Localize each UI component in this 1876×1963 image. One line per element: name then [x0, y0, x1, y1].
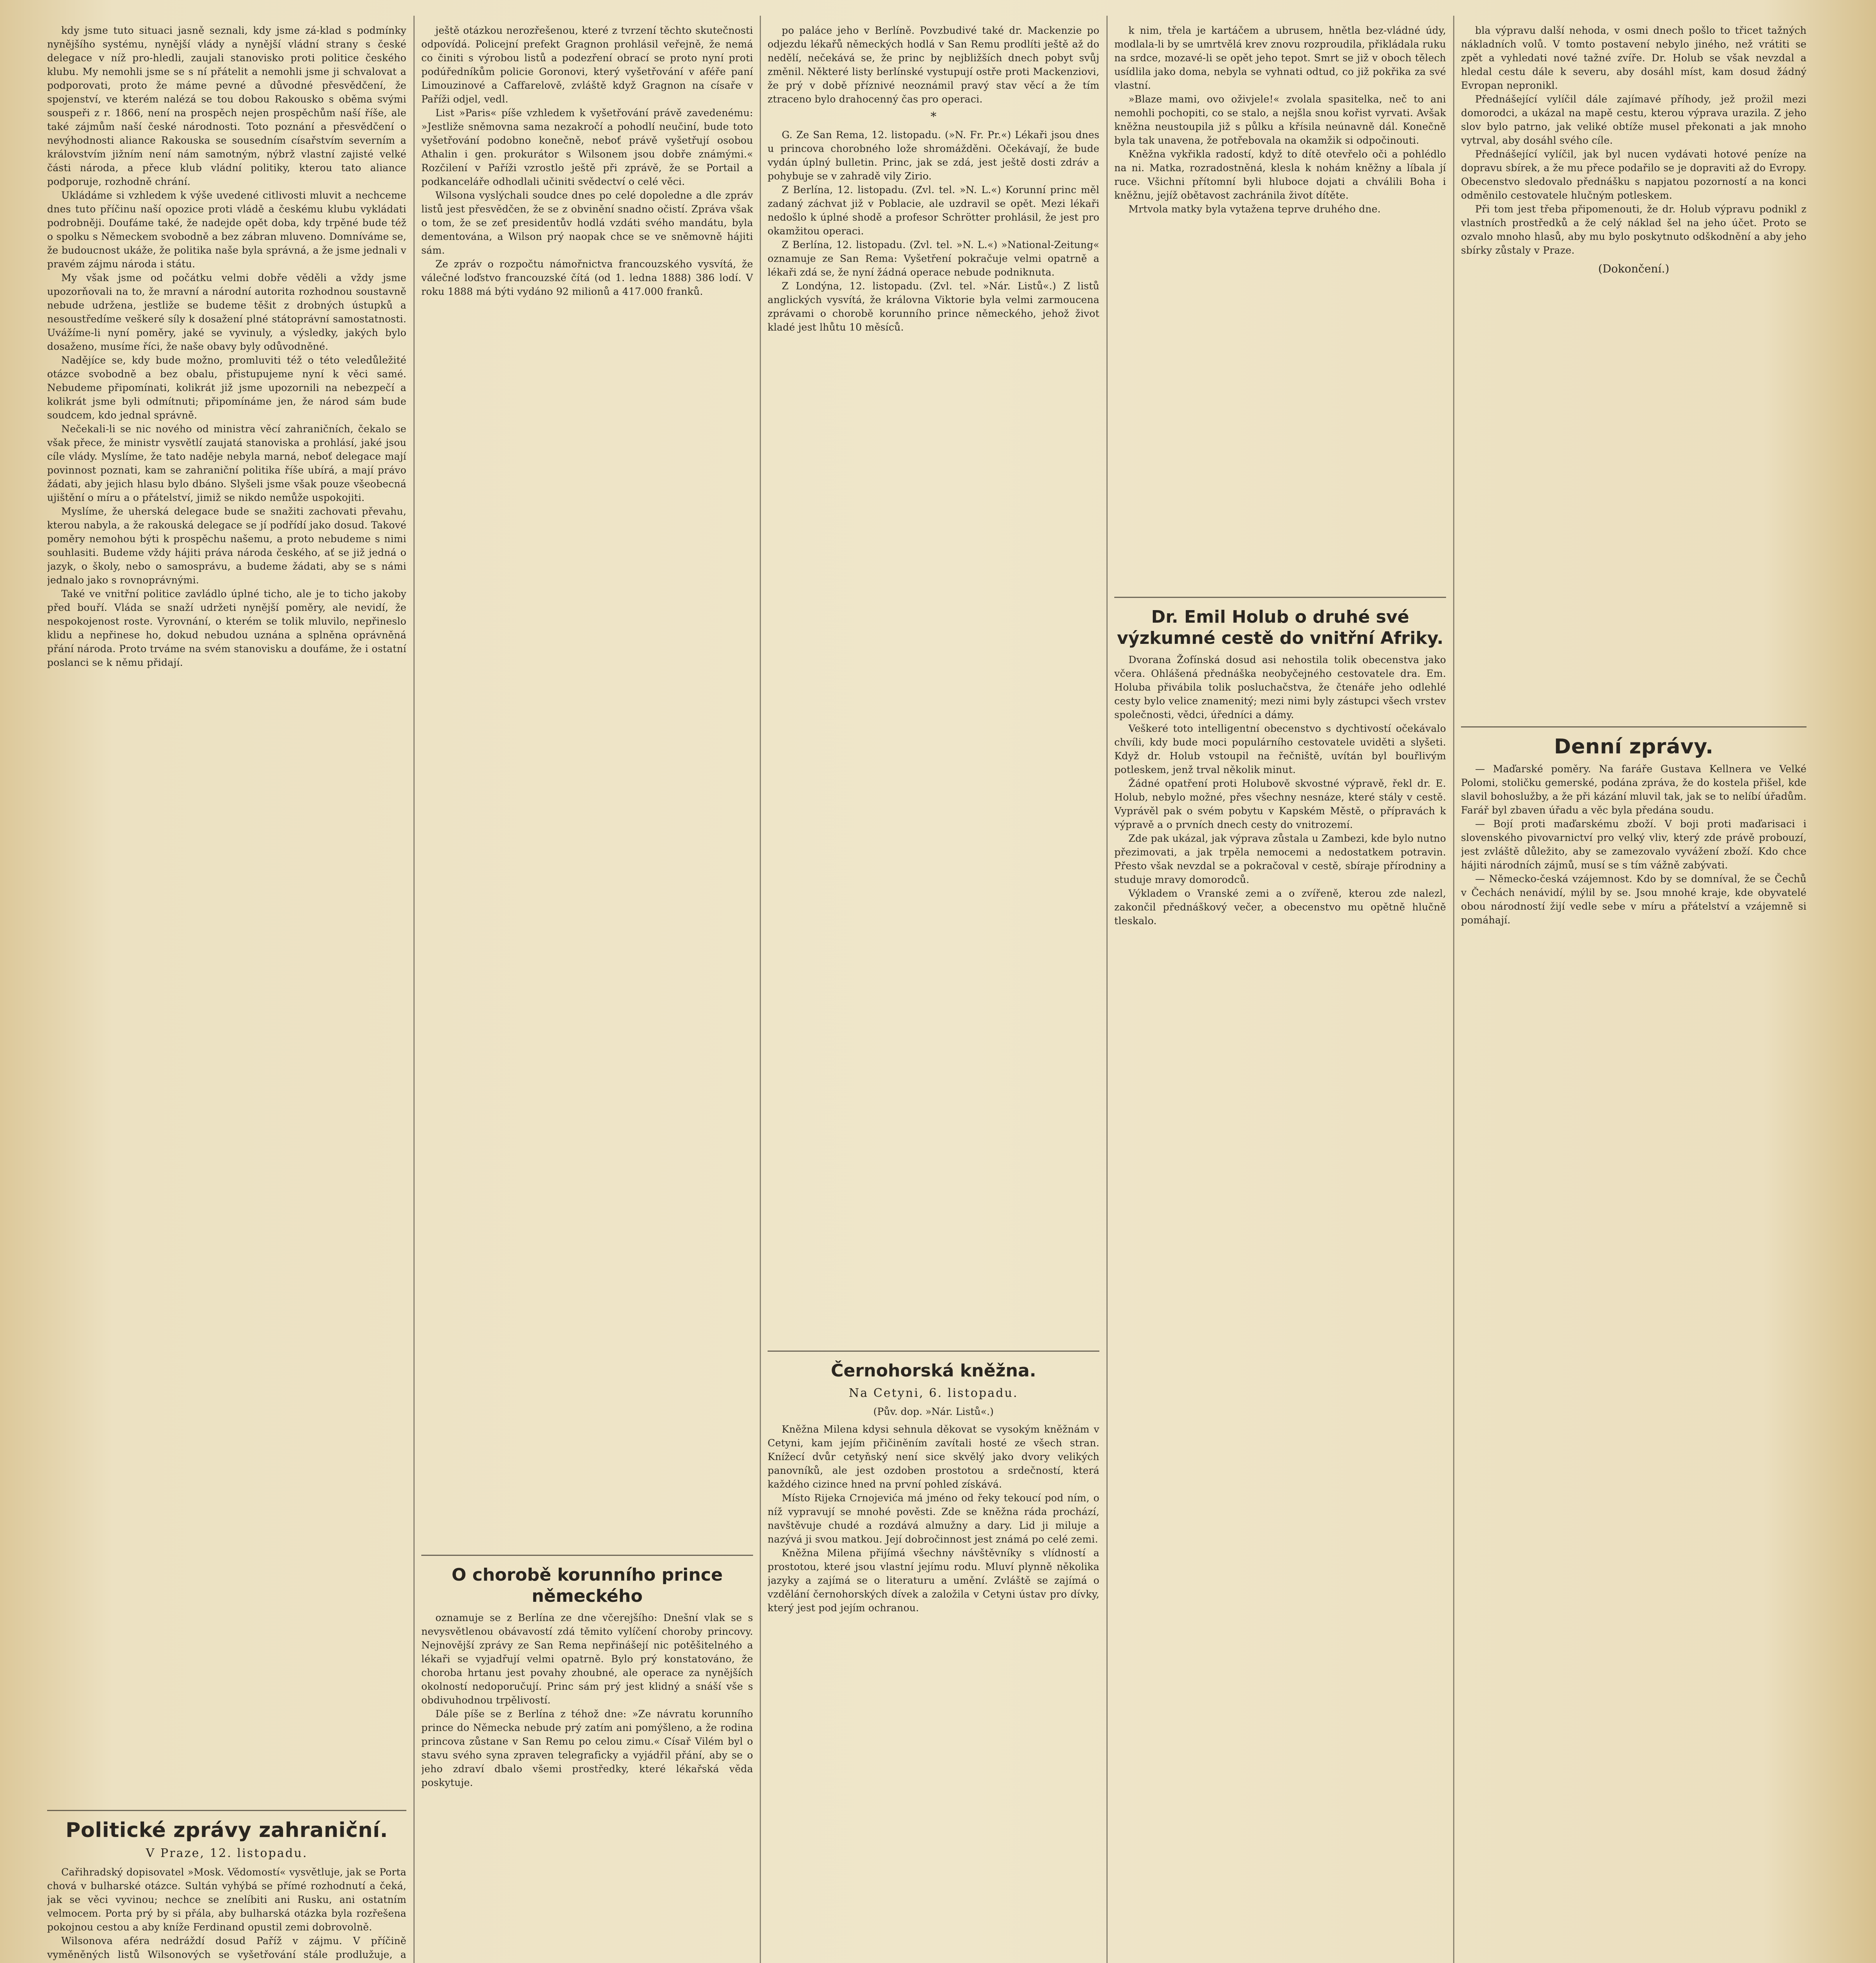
article-paragraph: Ze zpráv o rozpočtu námořnictva francouzského vysvítá, že válečné loďstvo francouzské čítá (od 1. ledna 1888) 386 lodí. V roku 1888 má býti vydáno 92 milionů a 417.000 franků. — [421, 258, 753, 297]
article-paragraph: Přednášející vylíčil, jak byl nucen vydávati hotové peníze na dopravu sbírek, a že mu přece podařilo se je dopraviti až do Evropy. Obecenstvo sledovalo přednášku s napjatou pozorností a na konci odměnilo cestovatele hlučným potleskem. — [1461, 148, 1807, 201]
column-rule — [413, 16, 415, 1963]
article-paragraph: Kněžna Milena přijímá všechny návštěvníky s vlídností a prostotou, které jsou vlastní jejímu rodu. Mluví plynně několika jazyky a zajímá se o literaturu a umění. Zvláště se zajímá o vzdělání černohorských dívek a založila v Cetyni ústav pro dívky, který jest pod jejím ochranou. — [768, 1547, 1099, 1614]
section-rule — [1114, 597, 1446, 598]
col1-bottom — [47, 1810, 406, 1963]
article-paragraph: List »Paris« píše vzhledem k vyšetřování právě zavedenému: »Jestliže sněmovna sama nezakročí a pohodlí neučiní, bude toto vyšetřování podobno konečně, neboť právě vyšetřují osobou Athalin i gen. prokurátor s Wilsonem jsou dobře známými.« Rozčilení v Paříži vzrostlo ještě při zprávě, že se Portail a podkanceláře odhodlali učiniti svědectví o celé věci. — [421, 107, 753, 187]
article-paragraph: kdy jsme tuto situaci jasně seznali, kdy jsme zá-klad s podmínky nynějšího systému, nynější vlády a nynější vládní strany s české delegace v níž pro-hledli, zaujali stanovisko proti politice českého klubu. My nemohli jsme se s ní přátelit a nemohli jsme ji schvalovat a podporovati, proto že máme pevné a důvodné přesvědčení, že spojenství, ve kterém nalézá se tou dobou Rakousko s oběma svými souspeři z r. 1866, není na prospěch nejen prospěchům naší říše, ale také zájmům naší české národnosti. Toto poznání a přesvědčení o nevýhodnosti aliance Rakouska se sousedním císařstvím severním a královstvím jižním není nám samotným, nýbrž vlastní zajisté velké části národa, a přece klub vládní politiky, kterou tato aliance podporuje, rozhodně chrání. — [47, 25, 406, 187]
article-paragraph: Wilsonova aféra nedráždí dosud Paříž v zájmu. V příčině vyměněných listů Wilsonových se vyšetřování stále prodlužuje, a — [47, 1935, 406, 1960]
section-heading-crown-prince: O chorobě korunního prince německého — [452, 1565, 723, 1606]
column-1 — [47, 24, 406, 1963]
article-paragraph: oznamuje se z Berlína ze dne včerejšího: Dnešní vlak se s nevysvětlenou obávavostí zdá těmito vylíčení choroby princovy. Nejnovější zprávy ze San Rema nepřinášejí nic potěšitelného a lékaři se vyjadřují velmi opatrně. Bylo prý konstatováno, že choroba hrtanu jest povahy zhoubné, ale operace za nynějších okolností nedoporučují. Princ sám prý jest klidný a snáší vše s obdivuhodnou trpělivostí. — [421, 1612, 753, 1706]
article-paragraph: Veškeré toto intelligentní obecenstvo s dychtivostí očekávalo chvíli, kdy bude moci populárního cestovatele uviděti a slyšeti. Když dr. Holub vstoupil na řečniště, uvítán byl bouřlivým potleskem, jenž trval několik minut. — [1114, 723, 1446, 775]
article-paragraph: ještě otázkou nerozřešenou, které z tvrzení těchto skutečnosti odpovídá. Policejní prefekt Gragnon prohlásil veřejně, že nemá co činiti s výrobou listů a podezření obrací se proto nyní proti podúředníkům policie Goronovi, který vyšetřování v aféře paní Limouzinové a Caffarelově, zvláště když Gragnon na císaře v Paříži odjel, vedl. — [421, 25, 753, 105]
dateline: V Praze, 12. listopadu. — [146, 1846, 308, 1860]
article-paragraph: Nečekali-li se nic nového od ministra věcí zahraničních, čekalo se však přece, že ministr vysvětlí zaujatá stanoviska a prohlásí, jaké jsou cíle vlády. Myslíme, že tato naděje nebyla marná, neboť delegace mají povinnost poznati, kam se zahraniční politika říše ubírá, a mají právo žádati, aby jejich hlasu bylo dbáno. Slyšeli jsme však pouze všeobecná ujištění o míru a o přátelství, jimiž se nikdo nemůže uspokojiti. — [47, 423, 406, 503]
col4-top — [1114, 24, 1446, 216]
article-paragraph: G. Ze San Rema, 12. listopadu. (»N. Fr. Pr.«) Lékaři jsou dnes u princova chorobného lože shromážděni. Očekávají, že bude vydán úplný bulletin. Princ, jak se zdá, jest ještě dosti zdráv a pohybuje se v zahradě vily Zirio. — [768, 129, 1099, 182]
article-paragraph: Z Londýna, 12. listopadu. (Zvl. tel. »Nár. Listů«.) Z listů anglických vysvítá, že královna Viktorie byla velmi zarmoucena zprávami o chorobě korunního prince německého, jehož život kladé jest lhůtu 10 měsíců. — [768, 280, 1099, 333]
article-paragraph: Kněžna Milena kdysi sehnula děkovat se vysokým kněžnám v Cetyni, kam jejím přičiněním zavítali hosté ze všech stran. Knížecí dvůr cetyňský není sice skvělý jako dvory velikých panovníků, ale jest ozdoben prostotou a srdečností, která každého cizince hned na první pohled získává. — [768, 1424, 1099, 1490]
col2-top — [421, 24, 753, 298]
article-paragraph: Myslíme, že uherská delegace bude se snažiti zachovati převahu, kterou nabyla, a že rakouská delegace se jí podřídí jako dosud. Takové poměry nemohou býti k prospěchu našemu, a proto nebudeme s nimi souhlasiti. Budeme vždy hájiti práva národa českého, ať se již jedná o jazyk, o školy, nebo o samosprávu, a budeme žádati, aby se s námi jednalo jako s rovnoprávnými. — [47, 506, 406, 586]
column-5 — [1461, 24, 1807, 1963]
article-paragraph: — Bojí proti maďarskému zboží. V boji proti maďarisaci i slovenského pivovarnictví pro velký vliv, který zde právě probouzí, jest zvláště důležito, aby se zamezovalo vyvážení zboží. Kdo chce hájiti národních zájmů, musí se s tím vážně zabývati. — [1461, 818, 1807, 871]
article-paragraph: Z Berlína, 12. listopadu. (Zvl. tel. »N. L.«) Korunní princ měl zadaný záchvat již v Poblacie, ale uzdravil se opět. Mezi lékaři nedošlo k úplné shodě a profesor Schrötter prohlásil, že jest pro okamžitou operaci. — [768, 184, 1099, 237]
article-paragraph: Z Berlína, 12. listopadu. (Zvl. tel. »N. L.«) »National-Zeitung« oznamuje ze San Rema: Vyšetření pokračuje velmi opatrně a lékaři zdá se, že nyní žádná operace nebude podniknuta. — [768, 239, 1099, 278]
article-paragraph: Nadějíce se, kdy bude možno, promluviti též o této veledůležité otázce svobodně a bez obalu, přistupujeme nyní k věci samé. Nebudeme připomínati, kolikrát již jsme upozornili na nebezpečí a kolikrát jsme byli odmítnuti; připomínáme jen, že národ sám bude soudcem, kdo jednal správně. — [47, 355, 406, 421]
dateline: Na Cetyni, 6. listopadu. — [848, 1386, 1018, 1400]
column-3 — [768, 24, 1099, 1963]
article-paragraph: Výkladem o Vranské zemi a o zvířeně, kterou zde nalezl, zakončil přednáškový večer, a obecenstvo mu opětně hlučně tleskalo. — [1114, 888, 1446, 927]
section-rule — [1461, 726, 1807, 727]
section-rule — [421, 1555, 753, 1556]
col3-bottom — [768, 1351, 1099, 1615]
article-paragraph: — Německo-česká vzájemnost. Kdo by se domníval, že se Čechů v Čechách nenávidí, mýlil by se. Jsou mnohé kraje, kde obyvatelé obou národností žijí vedle sebe v míru a přátelství a vzájemně si pomáhají. — [1461, 873, 1807, 926]
article-paragraph: Přednášející vylíčil dále zajímavé příhody, jež prožil mezi domorodci, a ukázal na mapě cestu, kterou výprava urazila. Z jeho slov bylo patrno, jak veliké obtíže musel překonati a jak mnoho vytrval, aby dosáhl svého cíle. — [1461, 93, 1807, 146]
section-heading-foreign-news: Politické zprávy zahraniční. — [65, 1819, 388, 1842]
source-note: (Pův. dop. »Nár. Listů«.) — [873, 1406, 994, 1417]
article-paragraph: My však jsme od počátku velmi dobře věděli a vždy jsme upozorňovali na to, že mravní a národní autorita rozhodnou soustavně nebude udržena, jestliže se budeme těšit z drobných ústupků a nesoustředíme veškeré síly k dosažení plné státoprávní samostatnosti. Uvážíme-li nyní poměry, jaké se vyvinuly, a výsledky, jakých bylo dosaženo, musíme říci, že naše obavy byly odůvodněné. — [47, 272, 406, 352]
article-paragraph: Kněžna vykřikla radostí, když to dítě otevřelo oči a pohlédlo na ni. Matka, rozradostněná, klesla k nohám kněžny a líbala jí ruce. Všichni přítomní byli hluboce dojati a chválili Boha i kněžnu, jejíž obětavost zachránila život dítěte. — [1114, 148, 1446, 201]
col4-bottom — [1114, 597, 1446, 928]
article-paragraph: bla výpravu další nehoda, v osmi dnech pošlo to třicet tažných nákladních volů. V tomto postavení nebylo jiného, než vrátiti se zpět a vyhledati nové tažné zvíře. Dr. Holub se však nevzdal a hledal cestu dále k severu, aby dosáhl míst, kam dosud žádný Evropan nepronikl. — [1461, 25, 1807, 91]
article-paragraph: Místo Rijeka Crnojevića má jméno od řeky tekoucí pod ním, o níž vypravují se mnohé pověsti. Zde se kněžna ráda prochází, navštěvuje chudé a rozdává almužny a dary. Lid ji miluje a nazývá ji svou matkou. Její dobročinnost jest známá po celé zemi. — [768, 1492, 1099, 1545]
column-2 — [421, 24, 753, 1963]
separator-asterisk: * — [931, 110, 936, 124]
article-paragraph: Zde pak ukázal, jak výprava zůstala u Zambezi, kde bylo nutno přezimovati, a jak trpěla nemocemi a nedostatkem potravin. Přesto však nevzdal se a pokračoval v cestě, sbíraje přírodniny a studuje mravy domorodců. — [1114, 833, 1446, 885]
section-heading-montenegro: Černohorská kněžna. — [831, 1361, 1036, 1381]
col1-top — [47, 24, 406, 669]
article-paragraph: »Blaze mami, ovo oživjele!« zvolala spasitelka, neč to ani nemohli pochopiti, co se stalo, a nejšla snou kořist vyrvati. Avšak kněžna neustoupila již s půlku a křísila neúnavně dál. Konečně byla tak unavena, že potřebovala na okamžik si odpočinouti. — [1114, 93, 1446, 146]
article-paragraph: Dále píše se z Berlína z téhož dne: »Ze návratu korunního prince do Německa nebude prý zatím ani pomýšleno, a že rodina princova zůstane v San Remu po celou zimu.« Císař Vilém byl o stavu svého syna zpraven telegraficky a vyjádřil přání, aby se o jeho zdraví dbalo všemi prostředky, které lékařská věda poskytuje. — [421, 1708, 753, 1788]
article-paragraph: Wilsona vyslýchali soudce dnes po celé dopoledne a dle zpráv listů jest přesvědčen, že se z obvinění snadno očistí. Zpráva však o tom, že se zeť presidentův hodlá vzdáti svého mandátu, byla dementována, a Wilson prý naopak chce se ve sněmovně hájiti sám. — [421, 190, 753, 256]
section-heading-daily-news: Denní zprávy. — [1554, 735, 1713, 759]
column-4 — [1114, 24, 1446, 1963]
column-rule — [760, 16, 761, 1963]
article-paragraph: Žádné opatření proti Holubově skvostné výpravě, řekl dr. E. Holub, nebylo možné, přes všechny nesnáze, které stály v cestě. Vyprávěl pak o svém pobytu v Kapském Městě, o přípravách k výpravě a o prvních dnech cesty do vnitrozemí. — [1114, 778, 1446, 830]
column-rule — [1453, 16, 1454, 1963]
article-paragraph: — Maďarské poměry. Na faráře Gustava Kellnera ve Velké Polomi, stoličku gemerské, podána zpráva, že do kostela přišel, kde slavil bohoslužby, a že při kázání mluvil tak, jak se to nelíbí úřadům. Farář byl zbaven úřadu a věc byla předána soudu. — [1461, 763, 1807, 816]
article-paragraph: Mrtvola matky byla vytažena teprve druhého dne. — [1128, 203, 1381, 215]
continuation-note: (Dokončení.) — [1598, 262, 1669, 275]
section-rule — [768, 1351, 1099, 1352]
article-paragraph: Také ve vnitřní politice zavládlo úplné ticho, ale je to ticho jakoby před bouří. Vláda se snaží udržeti nynější poměry, ale nevidí, že nespokojenost roste. Vyrovnání, o kterém se tolik mluvilo, nepřineslo klidu a nepřinese ho, dokud nebudou uznána a splněna oprávněná přání národa. Proto trváme na svém stanovisku a doufáme, že i ostatní poslanci se k němu přidají. — [47, 588, 406, 668]
col5-top — [1461, 24, 1807, 277]
article-paragraph: Při tom jest třeba připomenouti, že dr. Holub výpravu podnikl z vlastních prostředků a že celý náklad šel na jeho účet. Proto se ozvalo mnoho hlasů, aby mu bylo poskytnuto odškodnění a aby jeho sbírky zůstaly v Praze. — [1461, 203, 1807, 256]
article-paragraph: po paláce jeho v Berlíně. Povzbudivé také dr. Mackenzie po odjezdu lékařů německých hodlá v San Remu prodlíti ještě až do nedělí, nečekává se, že princ by nejbližších dnech pobyt svůj změnil. Některé listy berlínské vystupují ostře proti Mackenziovi, že prý v době příznivé neoznámil pravý stav věcí a že tím ztraceno bylo drahocenný čas pro operaci. — [768, 25, 1099, 105]
article-paragraph: Dvorana Žofínská dosud asi nehostila tolik obecenstva jako včera. Ohlášená přednáška neobyčejného cestovatele dra. Em. Holuba přivábila tolik posluchačstva, že čtenáře jeho odlehlé cesty bylo velice znamenitý; mezi nimi byly zástupci všech vrstev společnosti, vědci, úředníci a dámy. — [1114, 654, 1446, 720]
col3-top — [768, 24, 1099, 334]
section-heading-holub: Dr. Emil Holub o druhé své výzkumné cestě do vnitřní Afriky. — [1117, 607, 1444, 648]
article-paragraph: Ukládáme si vzhledem k výše uvedené citlivosti mluvit a nechceme dnes tuto příčinu naší opozice proti vládě a českému klubu vykládati podrobněji. Doufáme také, že nadejde opět doba, kdy trpěné bude též o spolku s Německem svobodně a bez zábran mluveno. Domníváme se, že budoucnost ukáže, že politika naše byla správná, a že jsme jednali v pravém zájmu národa i státu. — [47, 190, 406, 270]
section-rule — [47, 1810, 406, 1811]
article-paragraph: Cařihradský dopisovatel »Mosk. Vědomostí« vysvětluje, jak se Porta chová v bulharské otázce. Sultán vyhýbá se přímé rozhodnutí a čeká, jak se věci vyvinou; nechce se znelíbiti ani Rusku, ani ostatním velmocem. Porta prý by si přála, aby bulharská otázka byla rozřešena pokojnou cestou a aby kníže Ferdinand opustil zemi dobrovolně. — [47, 1866, 406, 1933]
col5-bottom — [1461, 726, 1807, 927]
col2-bottom — [421, 1555, 753, 1789]
article-paragraph: k nim, třela je kartáčem a ubrusem, hnětla bez-vládné údy, modlala-li by se umrtvělá krev znovu rozproudila, přikládala ruku na srdce, mozavé-li se opět jeho tepot. Smrt se již v oboch tělech usídlila jako doma, nebyla se vyhnati odtud, co již pokřika za své vlastní. — [1114, 25, 1446, 91]
column-rule — [1106, 16, 1108, 1963]
